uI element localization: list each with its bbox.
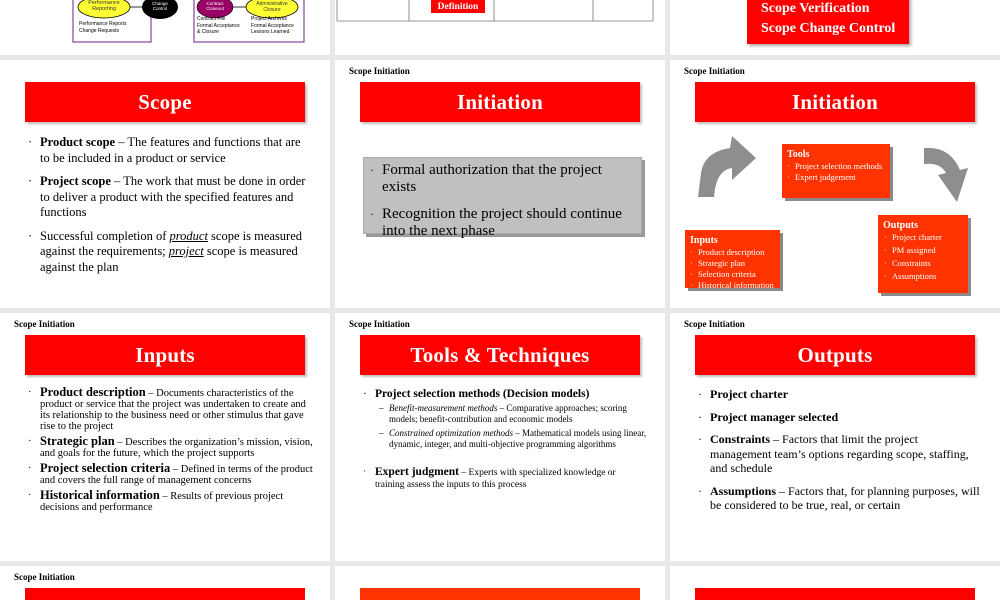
slide-initiation-text[interactable] [335, 60, 665, 308]
bullet-text: Formal authorization that the project exists [382, 162, 602, 195]
input-item: Selection criteria [698, 269, 756, 279]
input-item: Historical information [698, 280, 774, 290]
bullet-dot: · [690, 280, 693, 290]
bullet-term: Strategic plan [40, 434, 115, 448]
bullet-term: Historical information [40, 488, 160, 502]
node-contract-label: Contract Closeout [206, 1, 224, 11]
bullet-text: – Describes the organization’s mission, vision, and goals for the future, which the project supports [40, 437, 313, 459]
outputs-box [878, 215, 968, 293]
dash-mark: – [379, 428, 384, 438]
bullet-text: – Factors that, for planning purposes, will be considered to be true, real, or certain [710, 483, 980, 512]
bullet-list [363, 387, 647, 491]
bullet-dot: · [28, 228, 33, 243]
list-item [698, 410, 982, 425]
slide-tools-techniques[interactable] [335, 313, 665, 561]
bullet-dot: · [884, 258, 887, 268]
bullet-dot: · [28, 174, 33, 188]
slide-scope[interactable] [0, 60, 330, 308]
list-item [690, 247, 776, 258]
bullet-text: – The work that must be done in order to deliver a product with the specified features and functions [40, 174, 306, 219]
bullet-dot: · [690, 247, 693, 257]
input-item: Strategic plan [698, 258, 745, 268]
title-bar-partial [25, 588, 305, 600]
slide-bottom-middle[interactable] [335, 566, 665, 600]
dash-mark: – [379, 403, 384, 413]
title-bar-partial [360, 588, 640, 600]
sub-term: Benefit-measurement methods [389, 403, 498, 413]
node-admin-label: Administrative Closure [256, 1, 288, 13]
slide-initiation-diagram[interactable] [670, 60, 1000, 308]
scope-control-box [747, 0, 909, 44]
slide-header: Scope Initiation [349, 319, 410, 329]
outputs-list [878, 232, 968, 282]
emphasis-product: product [169, 228, 208, 243]
bullet-term: Project charter [710, 387, 789, 401]
bullet-term: Constraints [710, 432, 771, 446]
node-performance-label: Performance Reporting [88, 0, 120, 12]
bullet-dot: · [28, 135, 33, 149]
slide-header: Scope Initiation [349, 66, 410, 76]
output-item: Project charter [892, 232, 942, 242]
label-performance-reports: Performance Reports [79, 21, 127, 27]
bullet-dot: · [690, 258, 693, 268]
bullet-dot: · [787, 172, 790, 182]
bullet-dot: · [28, 490, 32, 501]
bullet-dot: · [698, 409, 702, 424]
list-item [787, 161, 886, 172]
bullet-dot: · [363, 388, 367, 400]
slide-inputs[interactable] [0, 313, 330, 561]
list-item [370, 206, 633, 240]
bullet-dot: · [28, 387, 32, 398]
outputs-title: Outputs [883, 220, 919, 231]
bullet-dot: · [28, 463, 32, 474]
tools-box [782, 144, 890, 198]
list-item [28, 174, 310, 221]
bullet-list [698, 387, 982, 513]
list-item [787, 172, 886, 183]
bullet-dot: · [370, 163, 374, 177]
sub-item [375, 403, 647, 425]
bullet-dot: · [698, 387, 702, 401]
bullet-text: scope is measured against the requirements; [40, 228, 302, 258]
list-item [884, 232, 964, 243]
bullet-text: Successful completion of [40, 228, 170, 243]
list-item [698, 387, 982, 402]
list-item [698, 484, 982, 513]
bullet-text: – Documents characteristics of the product or service that the project was undertaken to create and its relationship to the business need or other stimulus that gave rise to the project [40, 388, 306, 432]
perf-outputs [79, 21, 127, 35]
bullet-term: Project selection criteria [40, 461, 171, 475]
curved-arrow-down-icon [924, 148, 968, 202]
bullet-term: Project scope [40, 174, 111, 188]
slide-title: Initiation [360, 82, 640, 122]
curved-arrow-up-icon [698, 136, 756, 197]
bullet-dot: · [690, 269, 693, 279]
definition-box [363, 157, 642, 239]
bullet-text: scope is measured against the plan [40, 244, 298, 274]
slide-outputs[interactable] [670, 313, 1000, 561]
item-scope-change-control: Scope Change Control [761, 21, 896, 36]
slide-bottom-right[interactable] [670, 566, 1000, 600]
tool-item: Project selection methods [795, 161, 883, 171]
bullet-text: – Factors that limit the project management team’s options regarding scope, staffing, and schedule [710, 432, 969, 475]
list-item [28, 135, 310, 166]
output-item: Constraints [892, 258, 931, 268]
sub-text: – Mathematical models using linear, dynamic, integer, and multi-objective programming algorithms [389, 428, 647, 449]
list-item [690, 269, 776, 280]
bullet-dot: · [884, 232, 887, 242]
slide-top-right[interactable] [670, 0, 1000, 55]
label-change-requests: Change Requests [79, 28, 120, 34]
bullet-term: Assumptions [710, 483, 777, 498]
output-item: PM assigned [892, 245, 936, 255]
list-item [363, 387, 647, 450]
slide-top-left[interactable] [0, 0, 330, 55]
slide-top-middle[interactable] [335, 0, 665, 55]
list-item [690, 258, 776, 269]
list-item [363, 466, 647, 491]
bullet-term: Expert judgment [375, 466, 460, 478]
scope-control-list [761, 0, 895, 39]
inputs-box [685, 230, 780, 288]
list-item [28, 229, 310, 276]
admin-outputs [251, 16, 294, 36]
list-item [884, 245, 964, 256]
label-project-archives: Project Archives [251, 16, 287, 22]
slide-header: Scope Initiation [684, 319, 745, 329]
slide-header: Scope Initiation [14, 319, 75, 329]
bullet-list [28, 135, 310, 275]
list-item [370, 162, 633, 196]
slide-header: Scope Initiation [14, 572, 75, 582]
bullet-term: Product description [40, 385, 146, 399]
bullet-dot: · [698, 432, 702, 446]
input-item: Product description [698, 247, 765, 257]
definition-cell: Definition [431, 0, 485, 13]
bullet-dot: · [698, 483, 702, 498]
inputs-list [685, 247, 780, 291]
label-lessons-learned: Lessons Learned [251, 29, 290, 35]
node-change-label: Change Control [152, 1, 168, 11]
slide-bottom-left[interactable] [0, 566, 330, 600]
tools-list [782, 161, 890, 183]
label-closure: & Closure [197, 29, 219, 35]
bullet-text: – Results of previous project decisions and performance [40, 491, 284, 513]
tools-title: Tools [787, 149, 810, 160]
label-contract-file: Contract File [197, 16, 226, 22]
list-item [690, 280, 776, 291]
inputs-title: Inputs [690, 235, 718, 246]
bullet-dot: · [363, 467, 367, 477]
process-table [335, 0, 665, 55]
sub-term: Constrained optimization methods [389, 428, 514, 438]
bullet-text: Recognition the project should continue into the next phase [382, 206, 622, 239]
slide-title: Outputs [695, 335, 975, 375]
item-scope-verification: Scope Verification [761, 1, 870, 16]
bullet-list [364, 158, 641, 240]
list-item [884, 271, 964, 282]
label-formal-acceptance-1: Formal Acceptance [197, 22, 240, 29]
list-item [884, 258, 964, 269]
contract-outputs [197, 16, 240, 36]
list-item [28, 463, 314, 486]
bullet-text: – Experts with specialized knowledge or training assess the inputs to this process [375, 468, 616, 490]
slide-title: Initiation [695, 82, 975, 122]
bullet-list [28, 387, 314, 513]
bullet-dot: · [884, 271, 887, 281]
slide-title: Tools & Techniques [360, 335, 640, 375]
list-item [28, 387, 314, 432]
sub-list [375, 403, 647, 450]
bullet-dot: · [787, 161, 790, 171]
bullet-dot: · [28, 436, 32, 447]
list-item [28, 490, 314, 513]
bullet-term: Product scope [40, 135, 116, 149]
list-item [698, 432, 982, 476]
output-item: Assumptions [892, 271, 937, 281]
slide-header: Scope Initiation [684, 66, 745, 76]
bullet-term: Project selection methods (Decision models) [375, 388, 590, 400]
bullet-dot: · [370, 207, 374, 221]
label-formal-acceptance-2: Formal Acceptance [251, 22, 294, 29]
slide-title: Inputs [25, 335, 305, 375]
list-item [28, 436, 314, 459]
bullet-dot: · [884, 245, 887, 255]
bullet-text: – The features and functions that are to be included in a product or service [40, 135, 301, 165]
tool-item: Expert judgement [795, 172, 856, 182]
title-bar-partial [695, 588, 975, 600]
bullet-term: Project manager selected [710, 409, 839, 424]
bullet-text: – Defined in terms of the product and covers the full range of management concerns [40, 464, 313, 486]
sub-item [375, 428, 647, 450]
emphasis-project: project [168, 244, 204, 258]
slide-title: Scope [25, 82, 305, 122]
sub-text: – Comparative approaches; scoring models; benefit-contribution and economic models [389, 403, 627, 424]
